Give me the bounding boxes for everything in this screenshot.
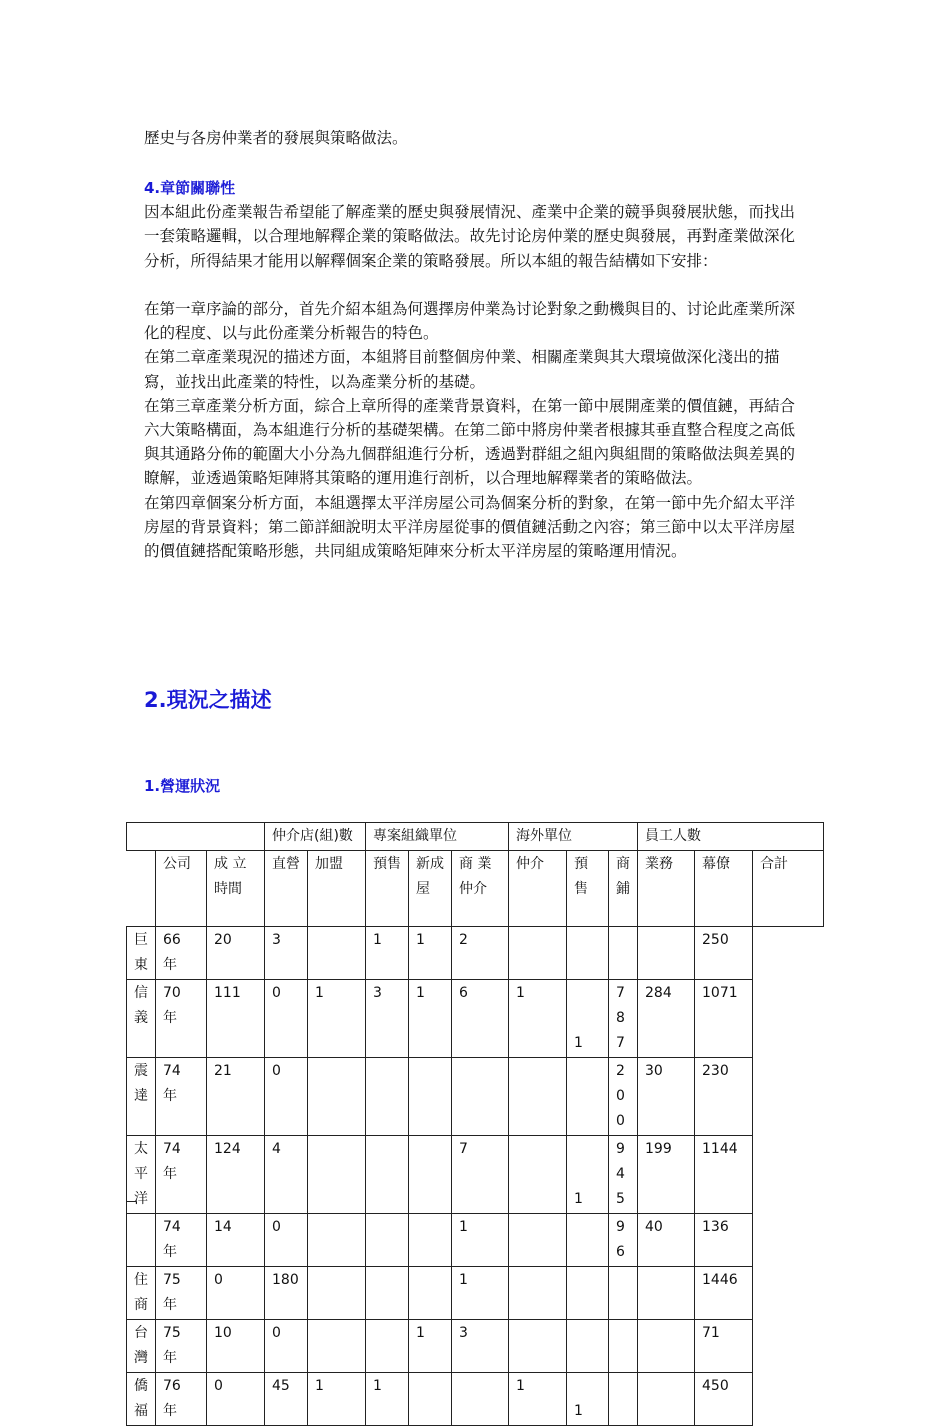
table-row <box>127 1136 824 1214</box>
table-row <box>127 927 824 980</box>
cell-total: 450 <box>695 1373 753 1426</box>
cell-founded: 74 年 <box>156 1214 207 1267</box>
cell-new-house: 1 <box>366 927 409 980</box>
cell-direct: 111 <box>207 980 265 1058</box>
cell-shop <box>567 1214 609 1267</box>
table-row <box>127 1267 824 1320</box>
cell-company <box>127 1214 156 1267</box>
cell-overseas-agency: 7 <box>452 1136 509 1214</box>
cell-shop <box>567 1320 609 1373</box>
col-overseas-presale: 預售 <box>567 851 609 927</box>
cell-total: 230 <box>695 1058 753 1136</box>
cell-total: 1446 <box>695 1267 753 1320</box>
col-new-house: 新成屋 <box>409 851 452 927</box>
cell-overseas-agency: 1 <box>452 1214 509 1267</box>
cell-commercial-agency: 1 <box>409 927 452 980</box>
cell-company: 太平洋 <box>127 1136 156 1214</box>
cell-business <box>609 1267 638 1320</box>
cell-staff <box>638 1267 695 1320</box>
cell-commercial-agency <box>409 1373 452 1426</box>
cell-presale <box>308 1214 366 1267</box>
group-header-stores: 仲介店(組)數 <box>265 823 366 851</box>
cell-founded: 70 年 <box>156 980 207 1058</box>
col-direct: 直營 <box>265 851 308 927</box>
cell-staff: 40 <box>638 1214 695 1267</box>
cell-staff: 30 <box>638 1058 695 1136</box>
cell-new-house <box>366 1136 409 1214</box>
cell-overseas-presale <box>509 927 567 980</box>
col-company: 公司 <box>156 851 207 927</box>
table-bottom-line <box>126 1201 136 1202</box>
cell-franchise: 0 <box>265 1320 308 1373</box>
cell-franchise: 45 <box>265 1373 308 1426</box>
group-header-employees: 員工人數 <box>638 823 824 851</box>
cell-staff: 284 <box>638 980 695 1058</box>
col-shop: 商鋪 <box>609 851 638 927</box>
cell-presale: 1 <box>308 980 366 1058</box>
cell-company: 震達 <box>127 1058 156 1136</box>
col-founded: 成 立 時間 <box>207 851 265 927</box>
cell-direct: 10 <box>207 1320 265 1373</box>
cell-new-house <box>366 1320 409 1373</box>
cell-franchise: 0 <box>265 1214 308 1267</box>
table-row <box>127 1320 824 1373</box>
cell-presale <box>308 1320 366 1373</box>
table-row <box>127 1058 824 1136</box>
cell-total: 71 <box>695 1320 753 1373</box>
cell-overseas-agency <box>452 1058 509 1136</box>
cell-presale <box>308 1136 366 1214</box>
cell-presale: 1 <box>308 1373 366 1426</box>
cell-overseas-agency: 1 <box>452 1267 509 1320</box>
cell-staff <box>638 927 695 980</box>
cell-overseas-presale <box>509 1214 567 1267</box>
cell-founded: 66 年 <box>156 927 207 980</box>
section-4 <box>144 176 809 563</box>
cell-founded: 74 年 <box>156 1136 207 1214</box>
cell-total: 250 <box>695 927 753 980</box>
section-4-para-2: 在第一章序論的部分，首先介紹本組為何選擇房仲業為讨论對象之動機與目的、讨论此產業所深化的程度、以与此份產業分析報告的特色。 <box>144 300 796 343</box>
cell-overseas-agency: 2 <box>452 927 509 980</box>
cell-overseas-presale: 1 <box>509 980 567 1058</box>
section-4-para-1: 因本組此份產業報告希望能了解產業的歷史與發展情況、產業中企業的競爭與發展狀態，而找出一套策略邏輯，以合理地解釋企業的策略做法。故先讨论房仲業的歷史與發展，再對產業做深化分析，所得結果才能用以解釋個案企業的策略發展。所以本組的報告結構如下安排： <box>144 203 796 270</box>
cell-new-house <box>366 1058 409 1136</box>
cell-company: 台灣 <box>127 1320 156 1373</box>
section-4-para-5: 在第四章個案分析方面，本組選擇太平洋房屋公司為個案分析的對象，在第一節中先介紹太平洋房屋的背景資料；第二節詳細說明太平洋房屋從事的價值鏈活動之內容；第三節中以太平洋房屋的價值鏈搭配策略形態，共同組成策略矩陣來分析太平洋房屋的策略運用情況。 <box>144 493 796 561</box>
cell-total: 1144 <box>695 1136 753 1214</box>
cell-business <box>609 1320 638 1373</box>
cell-new-house <box>366 1214 409 1267</box>
cell-business <box>609 927 638 980</box>
cell-total: 1071 <box>695 980 753 1058</box>
cell-total: 136 <box>695 1214 753 1267</box>
cell-overseas-presale <box>509 1136 567 1214</box>
cell-staff <box>638 1320 695 1373</box>
intro-text <box>144 126 809 150</box>
cell-business: 945 <box>609 1136 638 1214</box>
cell-overseas-agency: 3 <box>452 1320 509 1373</box>
cell-overseas-presale <box>509 1058 567 1136</box>
cell-founded: 74 年 <box>156 1058 207 1136</box>
group-header-empty <box>127 823 265 851</box>
column-header-row <box>127 851 824 927</box>
cell-staff: 199 <box>638 1136 695 1214</box>
cell-franchise: 0 <box>265 1058 308 1136</box>
cell-commercial-agency: 1 <box>409 1320 452 1373</box>
cell-direct: 0 <box>207 1267 265 1320</box>
cell-overseas-presale: 1 <box>509 1373 567 1426</box>
cell-overseas-agency <box>452 1373 509 1426</box>
col-business: 業務 <box>638 851 695 927</box>
cell-business: 96 <box>609 1214 638 1267</box>
cell-direct: 0 <box>207 1373 265 1426</box>
chapter-2-heading: 2.現況之描述 <box>144 688 272 712</box>
cell-new-house: 3 <box>366 980 409 1058</box>
table-row <box>127 1214 824 1267</box>
col-total: 合計 <box>753 851 824 927</box>
group-header-row <box>127 823 824 851</box>
group-header-overseas: 海外單位 <box>509 823 638 851</box>
cell-direct: 124 <box>207 1136 265 1214</box>
cell-presale <box>308 1058 366 1136</box>
cell-shop: 1 <box>567 1373 609 1426</box>
cell-franchise: 4 <box>265 1136 308 1214</box>
cell-franchise: 0 <box>265 980 308 1058</box>
group-header-projects: 專案組織單位 <box>366 823 509 851</box>
cell-franchise: 180 <box>265 1267 308 1320</box>
cell-business: 787 <box>609 980 638 1058</box>
cell-commercial-agency: 1 <box>409 980 452 1058</box>
section-4-para-3: 在第二章產業現況的描述方面，本組將目前整個房仲業、相關產業與其大環境做深化淺出的描寫，並找出此產業的特性，以為產業分析的基礎。 <box>144 348 780 391</box>
cell-new-house: 1 <box>366 1373 409 1426</box>
table-row <box>127 1373 824 1426</box>
cell-commercial-agency <box>409 1058 452 1136</box>
cell-commercial-agency <box>409 1214 452 1267</box>
intro-line: 歷史与各房仲業者的發展與策略做法。 <box>144 129 408 147</box>
cell-commercial-agency <box>409 1267 452 1320</box>
cell-direct: 20 <box>207 927 265 980</box>
cell-business: 200 <box>609 1058 638 1136</box>
cell-company: 僑福 <box>127 1373 156 1426</box>
cell-shop: 1 <box>567 1136 609 1214</box>
section-4-heading: 4.章節關聯性 <box>144 179 236 197</box>
cell-company: 巨東 <box>127 927 156 980</box>
col-staff: 幕僚 <box>695 851 753 927</box>
cell-direct: 14 <box>207 1214 265 1267</box>
cell-overseas-presale <box>509 1267 567 1320</box>
cell-presale <box>308 1267 366 1320</box>
cell-shop: 1 <box>567 980 609 1058</box>
col-commercial-agency: 商 業 仲介 <box>452 851 509 927</box>
section-4-para-4: 在第三章產業分析方面，綜合上章所得的產業背景資料，在第一節中展開產業的價值鏈，再結合六大策略構面，為本組進行分析的基礎架構。在第二節中將房仲業者根據其垂直整合程度之高低與其通路分佈的範圍大小分為九個群組進行分析，透過對群組之組內與組間的策略做法與差異的瞭解，並透過策略矩陣將其策略的運用進行剖析，以合理地解釋業者的策略做法。 <box>144 396 796 488</box>
cell-company: 信義 <box>127 980 156 1058</box>
cell-founded: 75 年 <box>156 1267 207 1320</box>
subsection-1-heading: 1.營運狀況 <box>144 777 221 795</box>
col-overseas-agency: 仲介 <box>509 851 567 927</box>
cell-founded: 76 年 <box>156 1373 207 1426</box>
operations-table <box>126 822 824 1426</box>
cell-direct: 21 <box>207 1058 265 1136</box>
cell-company: 住商 <box>127 1267 156 1320</box>
cell-founded: 75 年 <box>156 1320 207 1373</box>
cell-business <box>609 1373 638 1426</box>
cell-overseas-presale <box>509 1320 567 1373</box>
cell-shop <box>567 1058 609 1136</box>
cell-new-house <box>366 1267 409 1320</box>
cell-overseas-agency: 6 <box>452 980 509 1058</box>
cell-shop <box>567 1267 609 1320</box>
left-spacer <box>127 851 156 927</box>
col-franchise: 加盟 <box>308 851 366 927</box>
cell-presale <box>308 927 366 980</box>
cell-staff <box>638 1373 695 1426</box>
table-row <box>127 980 824 1058</box>
blank-line <box>144 273 809 297</box>
cell-franchise: 3 <box>265 927 308 980</box>
cell-shop <box>567 927 609 980</box>
col-presale: 預售 <box>366 851 409 927</box>
cell-commercial-agency <box>409 1136 452 1214</box>
